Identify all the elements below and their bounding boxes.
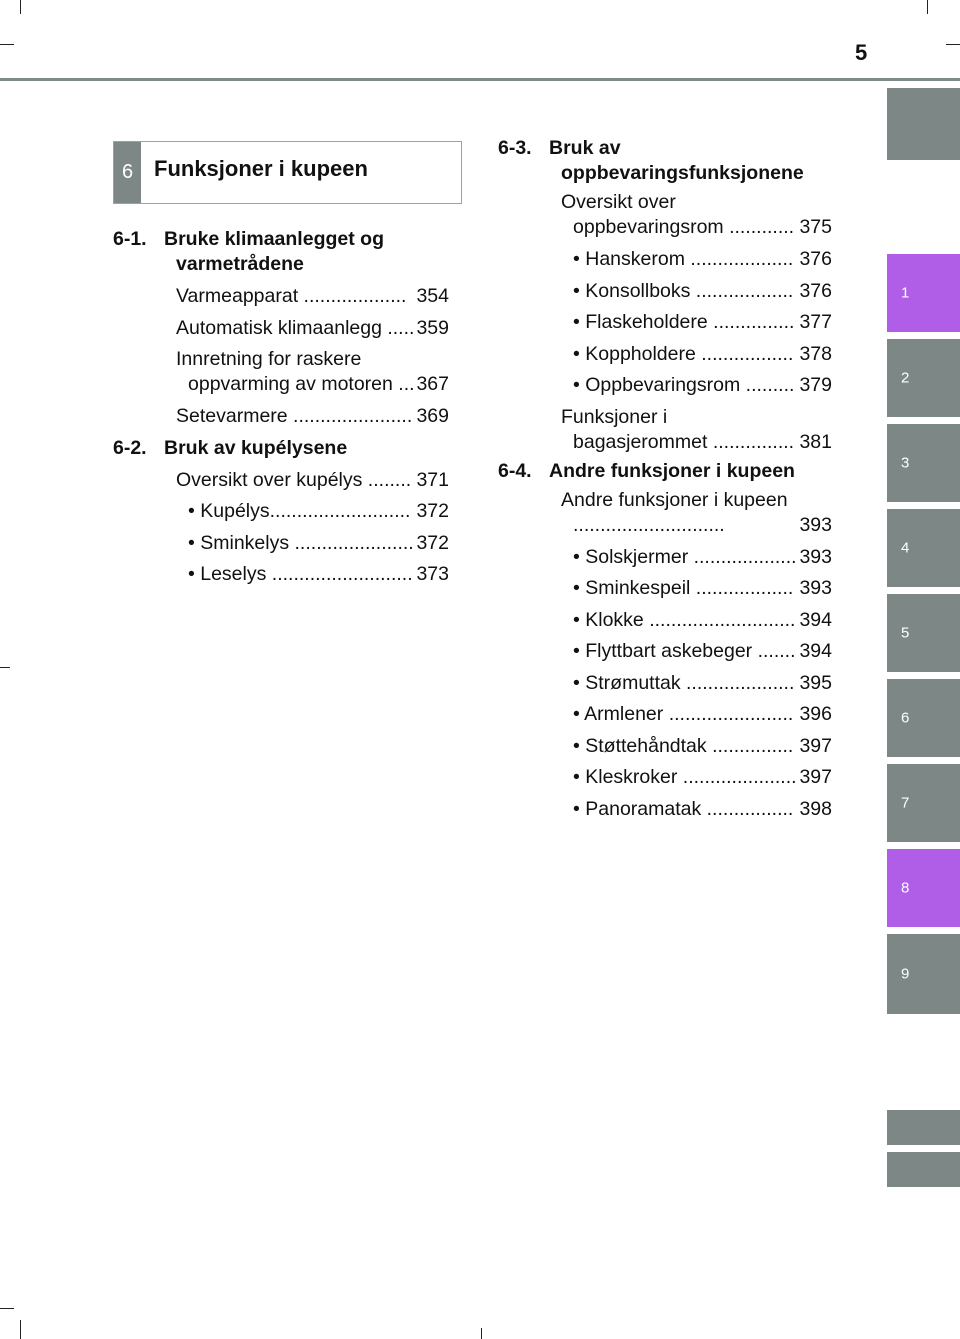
toc-entry-page: 393 <box>799 513 832 536</box>
toc-heading-number: 6-3. <box>498 137 532 159</box>
toc-entry[interactable] <box>113 281 449 313</box>
toc-entry-page: 378 <box>799 342 832 365</box>
chapter-tab-2[interactable] <box>887 339 960 417</box>
page-number: 5 <box>855 40 868 65</box>
toc-entry-page: 394 <box>799 608 832 631</box>
toc-entry-page: 393 <box>799 545 832 568</box>
toc-entry[interactable] <box>498 370 832 402</box>
toc-heading[interactable] <box>113 436 449 461</box>
toc-entry-label: • Sminkespeil .................. <box>573 577 794 599</box>
toc-entry[interactable] <box>113 496 449 528</box>
chapter-tab-7[interactable] <box>887 764 960 842</box>
toc-right-column <box>498 133 832 825</box>
toc-heading[interactable] <box>498 136 832 186</box>
toc-entry[interactable] <box>498 762 832 794</box>
toc-entry-label: • Kupélys.......................... <box>188 500 411 522</box>
toc-entry-label: • Oppbevaringsrom ......... <box>573 374 795 396</box>
chapter-tab-contents[interactable] <box>887 88 960 160</box>
toc-entry[interactable] <box>498 542 832 574</box>
toc-entry-page: 369 <box>416 405 449 427</box>
toc-entry-page: 394 <box>799 640 832 662</box>
header-rule <box>0 78 960 81</box>
toc-entry-label: • Koppholdere ................. <box>573 342 794 365</box>
toc-entry[interactable] <box>113 528 449 560</box>
toc-entry-page: 376 <box>799 248 832 270</box>
toc-entry-label: Automatisk klimaanlegg ..... <box>176 316 415 339</box>
toc-entry-label: • Sminkelys ...................... <box>188 531 414 554</box>
chapter-tab-6[interactable] <box>887 679 960 757</box>
toc-entry[interactable] <box>498 190 832 240</box>
toc-entry-label: • Kleskroker ..................... <box>573 766 797 788</box>
crop-mark <box>20 1320 21 1339</box>
toc-entry-page: 397 <box>799 734 832 757</box>
chapter-tab-label: 4 <box>901 539 910 557</box>
toc-entry-page: 377 <box>799 311 832 333</box>
toc-entry[interactable] <box>113 313 449 345</box>
toc-entry-page: 372 <box>416 500 449 522</box>
toc-entry-label: Innretning for raskere oppvarming av motoren ... <box>176 348 415 395</box>
toc-entry[interactable] <box>498 405 832 455</box>
toc-entry-label: • Flyttbart askebeger ....... <box>573 640 796 662</box>
toc-entry[interactable] <box>498 488 832 538</box>
toc-entry[interactable] <box>498 636 832 668</box>
toc-entry-page: 371 <box>416 468 449 491</box>
chapter-tab-label: 3 <box>901 454 910 472</box>
toc-entry-label: Andre funksjoner i kupeen ............................ <box>561 488 788 536</box>
toc-entry[interactable] <box>113 347 449 397</box>
toc-heading[interactable] <box>113 227 449 277</box>
toc-entry-page: 367 <box>416 373 449 395</box>
toc-entry[interactable] <box>498 339 832 371</box>
toc-heading-title: Bruke klimaanlegget og varmetrådene <box>164 228 384 275</box>
toc-entry[interactable] <box>498 244 832 276</box>
toc-entry-label: • Flaskeholdere ............... <box>573 311 795 333</box>
toc-entry-label: Oversikt over kupélys ........ <box>176 468 412 491</box>
chapter-tab-8[interactable] <box>887 849 960 927</box>
toc-heading-title: Andre funksjoner i kupeen <box>549 459 795 482</box>
chapter-tab-3[interactable] <box>887 424 960 502</box>
toc-entry-label: Oversikt over oppbevaringsrom ............ <box>561 191 795 238</box>
toc-entry-page: 359 <box>416 316 449 339</box>
toc-heading-title: Bruk av oppbevaringsfunksjonene <box>549 137 804 184</box>
toc-entry[interactable] <box>498 276 832 308</box>
toc-entry-page: 396 <box>799 703 832 725</box>
toc-entry[interactable] <box>113 401 449 433</box>
toc-entry[interactable] <box>498 731 832 763</box>
crop-mark <box>0 44 14 45</box>
toc-entry-page: 375 <box>799 216 832 238</box>
toc-entry-label: Varmeapparat ................... <box>176 285 407 307</box>
crop-mark <box>20 0 21 14</box>
toc-entry-page: 373 <box>416 563 449 585</box>
toc-entry[interactable] <box>113 559 449 591</box>
toc-entry-page: 395 <box>799 671 832 694</box>
toc-entry[interactable] <box>498 699 832 731</box>
chapter-tab-9[interactable] <box>887 934 960 1014</box>
toc-entry[interactable] <box>498 668 832 700</box>
section-number: 6 <box>114 142 141 203</box>
chapter-tab-4[interactable] <box>887 509 960 587</box>
toc-entry-page: 393 <box>799 577 832 599</box>
chapter-tab-label: 1 <box>901 284 910 302</box>
section-title: Funksjoner i kupeen <box>154 156 368 181</box>
toc-left-column <box>113 224 449 591</box>
chapter-tab-index-a[interactable] <box>887 1110 960 1145</box>
toc-entry-page: 397 <box>799 766 832 788</box>
toc-entry-label: • Armlener ....................... <box>573 703 794 725</box>
chapter-tab-label: 5 <box>901 624 910 642</box>
chapter-tab-1[interactable] <box>887 254 960 332</box>
chapter-tab-index-b[interactable] <box>887 1152 960 1187</box>
chapter-tab-label: 2 <box>901 369 910 387</box>
toc-entry-page: 354 <box>416 285 449 307</box>
toc-entry-label: • Leselys .......................... <box>188 563 413 585</box>
toc-entry[interactable] <box>498 605 832 637</box>
toc-entry-page: 372 <box>416 531 449 554</box>
toc-heading-title: Bruk av kupélysene <box>164 436 348 459</box>
toc-entry[interactable] <box>498 573 832 605</box>
chapter-tabs <box>887 0 960 1339</box>
toc-entry[interactable] <box>498 307 832 339</box>
toc-entry-label: • Hanskerom ................... <box>573 248 794 270</box>
toc-heading-number: 6-2. <box>113 436 147 459</box>
toc-heading-number: 6-4. <box>498 459 532 482</box>
toc-entry-label: • Konsollboks .................. <box>573 279 794 302</box>
toc-entry-label: Funksjoner i bagasjerommet ............... <box>561 405 795 453</box>
chapter-tab-label: 7 <box>901 794 910 812</box>
chapter-tab-label: 8 <box>901 879 910 897</box>
toc-heading[interactable] <box>498 459 832 484</box>
crop-mark <box>0 1308 14 1309</box>
toc-entry-label: Setevarmere ...................... <box>176 405 413 427</box>
toc-entry-label: • Klokke ........................... <box>573 608 796 631</box>
chapter-tab-label: 6 <box>901 709 910 727</box>
toc-entry-page: 376 <box>799 279 832 302</box>
toc-entry-label: • Strømuttak .................... <box>573 671 795 694</box>
toc-entry-page: 379 <box>799 374 832 396</box>
toc-entry-label: • Panoramatak ................ <box>573 797 794 820</box>
crop-mark <box>481 1328 482 1339</box>
chapter-tab-5[interactable] <box>887 594 960 672</box>
toc-entry-page: 398 <box>799 797 832 820</box>
toc-entry-label: • Solskjermer ................... <box>573 545 797 568</box>
toc-entry-label: • Støttehåndtak ............... <box>573 734 794 757</box>
toc-heading-number: 6-1. <box>113 228 147 250</box>
toc-entry[interactable] <box>113 465 449 497</box>
toc-entry-page: 381 <box>799 430 832 453</box>
chapter-tab-label: 9 <box>901 965 910 983</box>
section-header <box>113 141 462 204</box>
crop-mark <box>0 667 10 668</box>
toc-entry[interactable] <box>498 794 832 826</box>
